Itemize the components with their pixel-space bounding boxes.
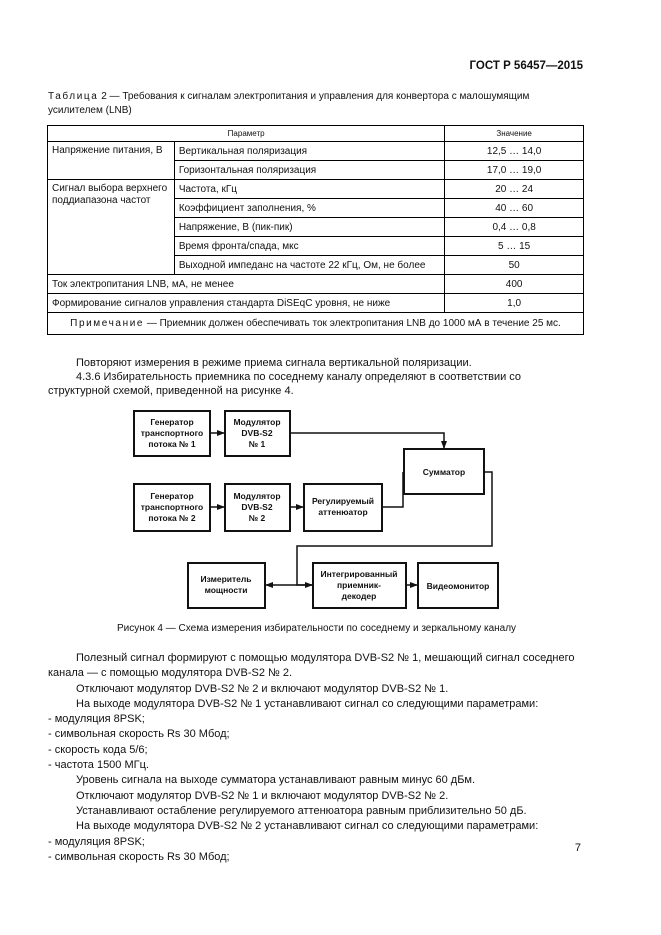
paragraph: Полезный сигнал формируют с помощью модулятора DVB-S2 № 1, мешающий сигнал соседнего канала — с помощью модулятора DVB-S2 № 2. xyxy=(48,652,575,680)
rx-line2: приемник- xyxy=(337,580,381,590)
list-item: - модуляция 8PSK; xyxy=(48,835,145,848)
link-att-sum-a xyxy=(382,472,403,507)
row-value: 20 … 24 xyxy=(445,180,584,199)
gen1-line1: Генератор xyxy=(150,417,194,427)
row-param: Время фронта/спада, мкс xyxy=(174,237,444,256)
gen2-line3: потока № 2 xyxy=(148,513,196,523)
mod2-line3: № 2 xyxy=(248,513,266,523)
row-param: Вертикальная поляризация xyxy=(174,142,444,161)
table-caption-text: 2 — Требования к сигналам электропитания и управления для конвертора с малошумящим усилителем (LNB) xyxy=(48,91,530,116)
row-value: 40 … 60 xyxy=(445,199,584,218)
list-item: - частота 1500 МГц. xyxy=(48,759,149,772)
note-label: Примечание xyxy=(70,318,145,329)
row-value: 5 … 15 xyxy=(445,237,584,256)
row-param: Формирование сигналов управления стандарта DiSEqC уровня, не ниже xyxy=(48,294,445,313)
row-value: 0,4 … 0,8 xyxy=(445,218,584,237)
row-param: Горизонтальная поляризация xyxy=(174,161,444,180)
gen1-line3: потока № 1 xyxy=(148,439,196,449)
paragraph: Устанавливают остабление регулируемого аттенюатора равным приблизительно 50 дБ. xyxy=(76,804,527,817)
list-item: - символьная скорость Rs 30 Мбод; xyxy=(48,850,230,863)
sum-label: Сумматор xyxy=(422,467,466,477)
row-value: 50 xyxy=(445,256,584,275)
gen2-line2: транспортного xyxy=(140,502,204,512)
note-text: — Приемник должен обеспечивать ток электропитания LNB до 1000 мА в течение 25 мс. xyxy=(146,318,561,329)
att-line2: аттенюатор xyxy=(318,507,368,517)
paragraph: 4.3.6 Избирательность приемника по соседнему каналу определяют в соответствии со структурной схемой, приведенной на рисунке 4. xyxy=(48,371,522,397)
mod1-line3: № 1 xyxy=(248,439,266,449)
rx-line3: декодер xyxy=(341,591,377,601)
row-param: Ток электропитания LNB, мА, не менее xyxy=(48,275,445,294)
att-line1: Регулируемый xyxy=(311,496,375,506)
link-mod1-sum xyxy=(290,433,444,448)
list-item: - символьная скорость Rs 30 Мбод; xyxy=(48,728,230,741)
row-param: Напряжение, В (пик-пик) xyxy=(174,218,444,237)
list-item: - модуляция 8PSK; xyxy=(48,713,145,726)
gen2-line1: Генератор xyxy=(150,491,194,501)
page-number: 7 xyxy=(574,842,581,854)
paragraph: Уровень сигнала на выходе сумматора устанавливают равным минус 60 дБм. xyxy=(76,774,476,787)
gen1-line2: транспортного xyxy=(140,428,204,438)
list-item: - скорость кода 5/6; xyxy=(48,743,148,756)
paragraph: На выходе модулятора DVB-S2 № 2 устанавливают сигнал со следующими параметрами: xyxy=(76,820,539,833)
paragraph: Отключают модулятор DVB-S2 № 1 и включают модулятор DVB-S2 № 2. xyxy=(76,789,449,802)
col-header-value: Значение xyxy=(445,126,584,142)
pm-line1: Измеритель xyxy=(200,574,252,584)
mod2-line2: DVB-S2 xyxy=(241,502,273,512)
body-text xyxy=(48,651,585,865)
row-value: 1,0 xyxy=(445,294,584,313)
pm-line2: мощности xyxy=(204,585,248,595)
row-param: Коэффициент заполнения, % xyxy=(174,199,444,218)
row-param: Выходной импеданс на частоте 22 кГц, Ом, не более xyxy=(174,256,444,275)
table-caption-label: Таблица xyxy=(48,91,99,102)
paragraph: Отключают модулятор DVB-S2 № 2 и включают модулятор DVB-S2 № 1. xyxy=(76,682,449,695)
standard-number: ГОСТ Р 56457—2015 xyxy=(469,60,583,72)
paragraph: Повторяют измерения в режиме приема сигнала вертикальной поляризации. xyxy=(76,357,472,369)
row-group-label: Сигнал выбора верхнего поддиапазона частот xyxy=(48,180,175,275)
row-group-label: Напряжение питания, В xyxy=(48,142,175,180)
paragraph: На выходе модулятора DVB-S2 № 1 устанавливают сигнал со следующими параметрами: xyxy=(76,697,539,710)
mod2-line1: Модулятор xyxy=(233,491,281,501)
row-value: 17,0 … 19,0 xyxy=(445,161,584,180)
vm-label: Видеомонитор xyxy=(426,581,490,591)
rx-line1: Интегрированный xyxy=(320,569,398,579)
mod1-line1: Модулятор xyxy=(233,417,281,427)
row-value: 12,5 … 14,0 xyxy=(445,142,584,161)
figure-caption: Рисунок 4 — Схема измерения избирательности по соседнему и зеркальному каналу xyxy=(116,623,517,634)
mod1-line2: DVB-S2 xyxy=(241,428,273,438)
col-header-param: Параметр xyxy=(48,126,445,142)
row-value: 400 xyxy=(445,275,584,294)
row-param: Частота, кГц xyxy=(174,180,444,199)
